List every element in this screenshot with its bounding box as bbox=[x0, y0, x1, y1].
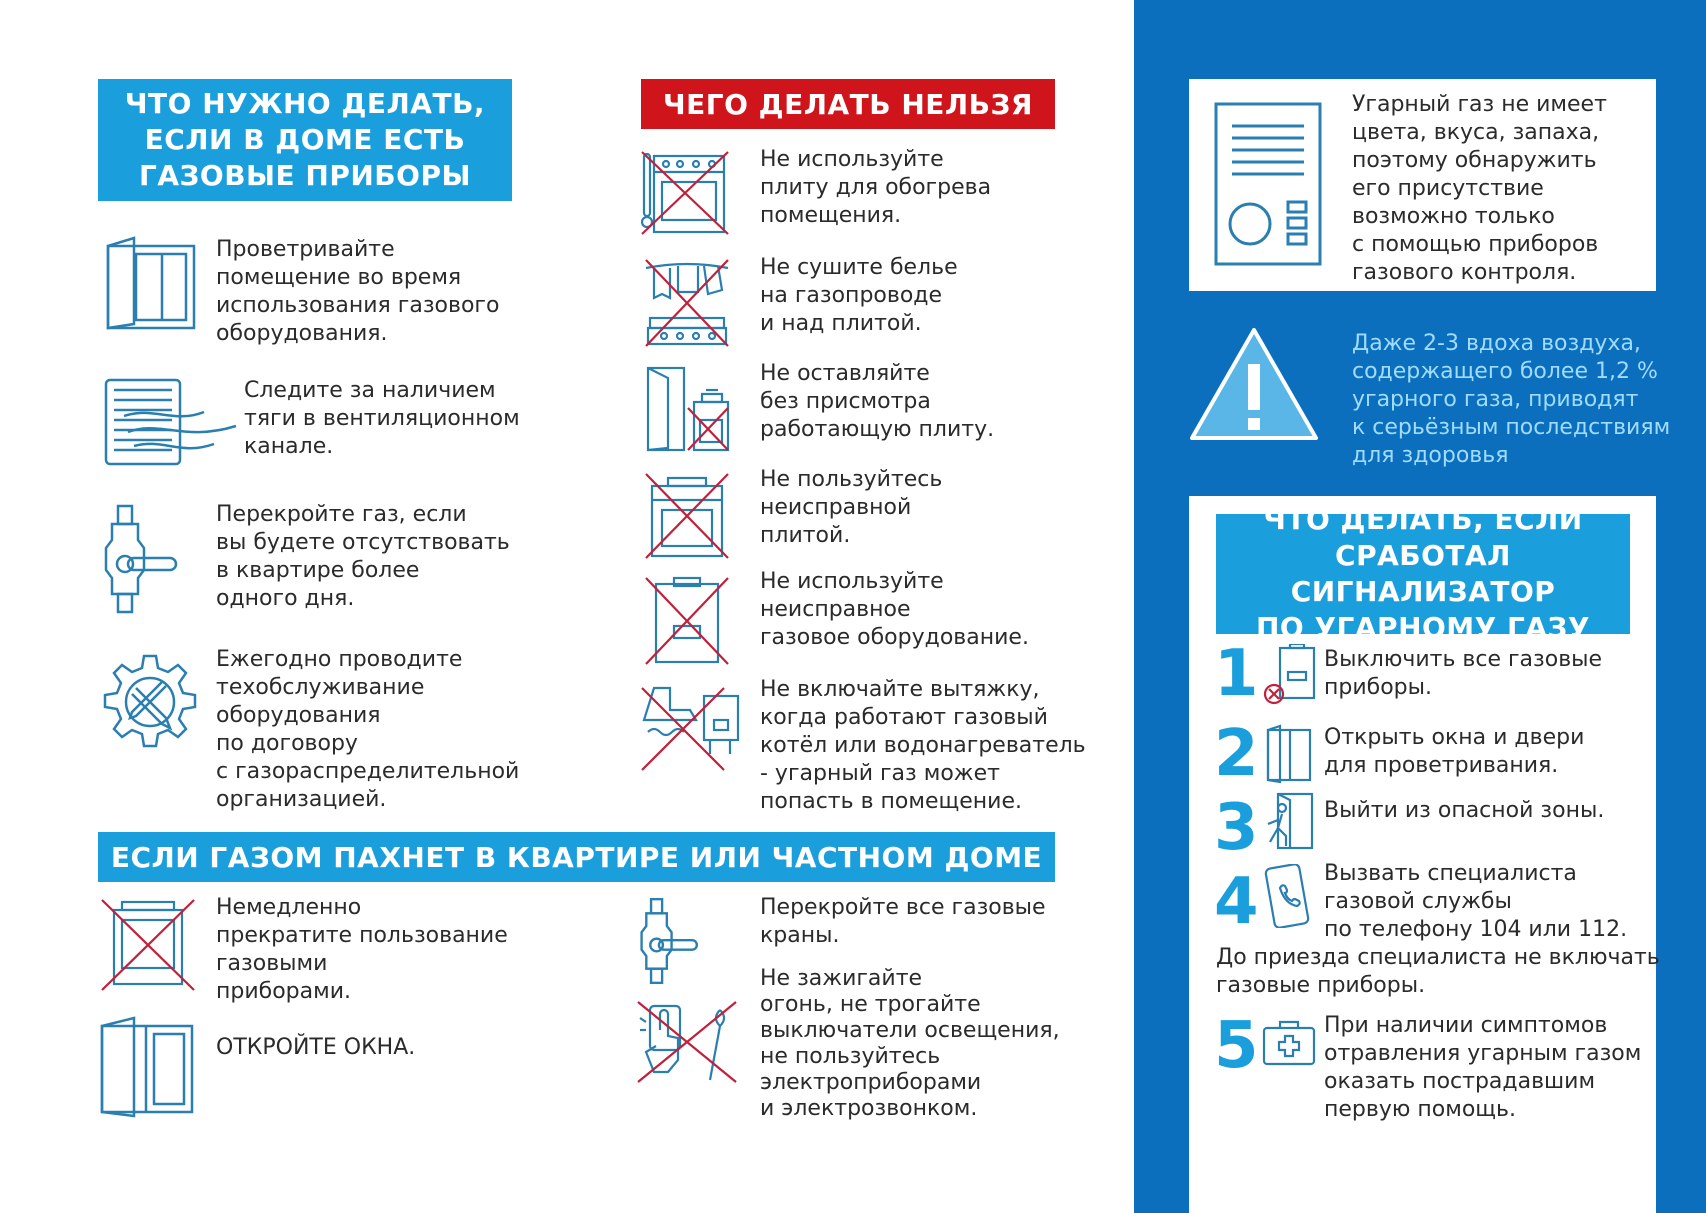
smell-open-windows: ОТКРОЙТЕ ОКНА. bbox=[216, 1035, 416, 1060]
step-text: Выйти из опасной зоны. bbox=[1324, 798, 1605, 823]
detector-text: Угарный газ не имеет цвета, вкуса, запаха, поэтому обнаружить его присутствие возможно только с помощью приборов газового контроля. bbox=[1352, 92, 1607, 285]
stove-heating-crossed-icon bbox=[640, 150, 730, 236]
gas-valve-icon bbox=[640, 896, 700, 986]
section-title-alarm: ЧТО ДЕЛАТЬ, ЕСЛИ СРАБОТАЛ СИГНАЛИЗАТОР ПО УГАРНОМУ ГАЗУ bbox=[1216, 514, 1630, 634]
exit-icon bbox=[1260, 790, 1316, 852]
step-text: Вызвать специалиста газовой службы по телефону 104 или 112. bbox=[1324, 861, 1628, 942]
tip-check-draft: Следите за наличием тяги в вентиляционном канале. bbox=[244, 378, 520, 459]
step-text: Выключить все газовые приборы. bbox=[1324, 647, 1603, 700]
open-door-window-icon bbox=[1264, 724, 1314, 784]
prohibit-heating: Не используйте плиту для обогрева помещения. bbox=[760, 147, 992, 228]
smell-no-fire: Не зажигайте огонь, не трогайте выключатели освещения, не пользуйтесь электроприборами и электрозвонком. bbox=[760, 966, 1060, 1121]
broken-stove-crossed-icon bbox=[644, 472, 730, 560]
section-title-what-to-do: ЧТО НУЖНО ДЕЛАТЬ, ЕСЛИ В ДОМЕ ЕСТЬ ГАЗОВЫЕ ПРИБОРЫ bbox=[98, 79, 512, 201]
boiler-off-icon bbox=[1260, 644, 1320, 706]
unattended-stove-crossed-icon bbox=[644, 364, 730, 454]
smell-shut-valves: Перекройте все газовые краны. bbox=[760, 895, 1046, 948]
step-number: 3 bbox=[1214, 791, 1259, 865]
ventilation-icon bbox=[104, 376, 242, 468]
window-icon bbox=[104, 236, 198, 332]
specialist-note: До приезда специалиста не включать газовые приборы. bbox=[1216, 945, 1660, 998]
step-number: 4 bbox=[1214, 865, 1259, 939]
prohibit-broken-stove: Не пользуйтесь неисправной плитой. bbox=[760, 467, 943, 548]
smell-stop-using: Немедленно прекратите пользование газовыми приборами. bbox=[216, 895, 508, 1004]
step-number: 1 bbox=[1214, 637, 1259, 711]
warning-icon bbox=[1188, 326, 1320, 444]
section-title-gas-smell: ЕСЛИ ГАЗОМ ПАХНЕТ В КВАРТИРЕ ИЛИ ЧАСТНОМ ДОМЕ bbox=[98, 832, 1055, 882]
laundry-crossed-icon bbox=[644, 258, 730, 348]
section-title-what-not-to-do: ЧЕГО ДЕЛАТЬ НЕЛЬЗЯ bbox=[641, 79, 1055, 129]
boiler-crossed-icon bbox=[644, 576, 730, 666]
gear-wrench-icon bbox=[100, 652, 200, 752]
prohibit-broken-equipment: Не используйте неисправное газовое оборудование. bbox=[760, 569, 1029, 650]
prohibit-unattended: Не оставляйте без присмотра работающую плиту. bbox=[760, 361, 995, 442]
tip-annual-maintenance: Ежегодно проводите техобслуживание оборудования по договору с газораспределительной организацией. bbox=[216, 647, 520, 812]
gas-valve-icon bbox=[104, 504, 180, 614]
prohibit-hood: Не включайте вытяжку, когда работают газовый котёл или водонагреватель - угарный газ может попасть в помещение. bbox=[760, 677, 1086, 814]
tip-ventilate-room: Проветривайте помещение во время использования газового оборудования. bbox=[216, 237, 500, 346]
step-number: 2 bbox=[1214, 717, 1259, 791]
oven-crossed-icon bbox=[100, 898, 196, 992]
phone-icon bbox=[1262, 864, 1312, 928]
warning-text: Даже 2-3 вдоха воздуха, содержащего более 1,2 % угарного газа, приводят к серьёзным последствиям для здоровья bbox=[1352, 331, 1671, 468]
prohibit-drying: Не сушите белье на газопроводе и над плитой. bbox=[760, 255, 958, 336]
switch-fire-crossed-icon bbox=[636, 1000, 740, 1084]
step-number: 5 bbox=[1214, 1009, 1259, 1083]
step-text: Открыть окна и двери для проветривания. bbox=[1324, 725, 1585, 778]
tip-shut-gas: Перекройте газ, если вы будете отсутствовать в квартире более одного дня. bbox=[216, 502, 510, 611]
step-text: При наличии симптомов отравления угарным газом оказать пострадавшим первую помощь. bbox=[1324, 1013, 1642, 1122]
gas-detector-icon bbox=[1212, 100, 1324, 268]
open-window-icon bbox=[98, 1016, 196, 1120]
first-aid-icon bbox=[1262, 1018, 1316, 1066]
hood-boiler-crossed-icon bbox=[640, 684, 744, 778]
